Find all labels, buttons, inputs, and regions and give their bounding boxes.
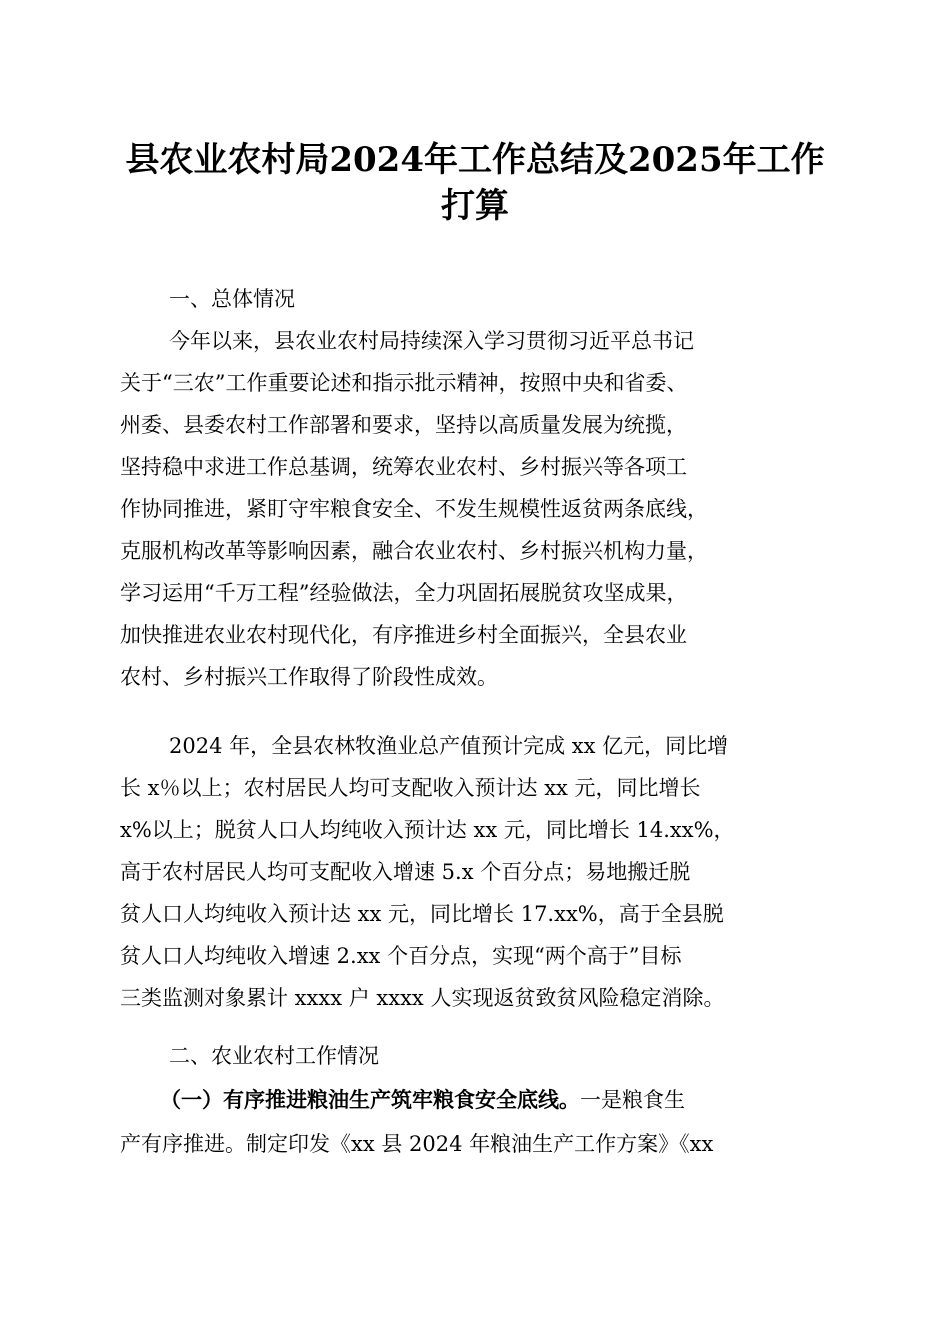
paragraph-line: 长 x％以上；农村居民人均可支配收入预计达 xx 元，同比增长 bbox=[120, 776, 701, 800]
section-heading-overview: 一、总体情况 bbox=[169, 287, 295, 311]
paragraph-line: 贫人口人均纯收入预计达 xx 元，同比增长 17.xx%，高于全县脱 bbox=[120, 902, 724, 926]
paragraph-line: 克服机构改革等影响因素，融合农业农村、乡村振兴机构力量， bbox=[120, 539, 708, 563]
paragraph-line: 农村、乡村振兴工作取得了阶段性成效。 bbox=[120, 665, 498, 689]
document-title-line-1: 县农业农村局2024年工作总结及2025年工作 bbox=[125, 140, 825, 180]
subsection-line bbox=[160, 1085, 832, 1115]
paragraph-line: x%以上；脱贫人口人均纯收入预计达 xx 元，同比增长 14.xx%， bbox=[120, 818, 735, 842]
paragraph-line: 三类监测对象累计 xxxx 户 xxxx 人实现返贫致贫风险稳定消除。 bbox=[120, 986, 725, 1010]
section-heading-agriculture: 二、农业农村工作情况 bbox=[169, 1044, 379, 1068]
paragraph-line: 学习运用“千万工程”经验做法，全力巩固拓展脱贫攻坚成果， bbox=[120, 581, 688, 605]
paragraph-line: 高于农村居民人均可支配收入增速 5.x 个百分点；易地搬迁脱 bbox=[120, 860, 691, 884]
paragraph-line: 作协同推进，紧盯守牢粮食安全、不发生规模性返贫两条底线， bbox=[120, 497, 708, 521]
subsection-heading: （一）有序推进粮油生产筑牢粮食安全底线。 bbox=[160, 1087, 580, 1112]
paragraph-line: 加快推进农业农村现代化，有序推进乡村全面振兴，全县农业 bbox=[120, 623, 687, 647]
paragraph-line: 产有序推进。制定印发《xx 县 2024 年粮油生产工作方案》《xx bbox=[120, 1132, 714, 1156]
paragraph-line: 2024 年，全县农林牧渔业总产值预计完成 xx 亿元，同比增 bbox=[169, 734, 729, 758]
paragraph-line: 贫人口人均纯收入增速 2.xx 个百分点，实现“两个高于”目标 bbox=[120, 944, 682, 968]
paragraph-line: 坚持稳中求进工作总基调，统筹农业农村、乡村振兴等各项工 bbox=[120, 455, 687, 479]
paragraph-line: 关于“三农”工作重要论述和指示批示精神，按照中央和省委、 bbox=[120, 371, 688, 395]
document-title-line-2: 打算 bbox=[441, 186, 509, 226]
subsection-text: 一是粮食生 bbox=[580, 1088, 685, 1112]
paragraph-line: 州委、县委农村工作部署和要求，坚持以高质量发展为统揽， bbox=[120, 413, 687, 437]
paragraph-line: 今年以来，县农业农村局持续深入学习贯彻习近平总书记 bbox=[169, 329, 694, 353]
